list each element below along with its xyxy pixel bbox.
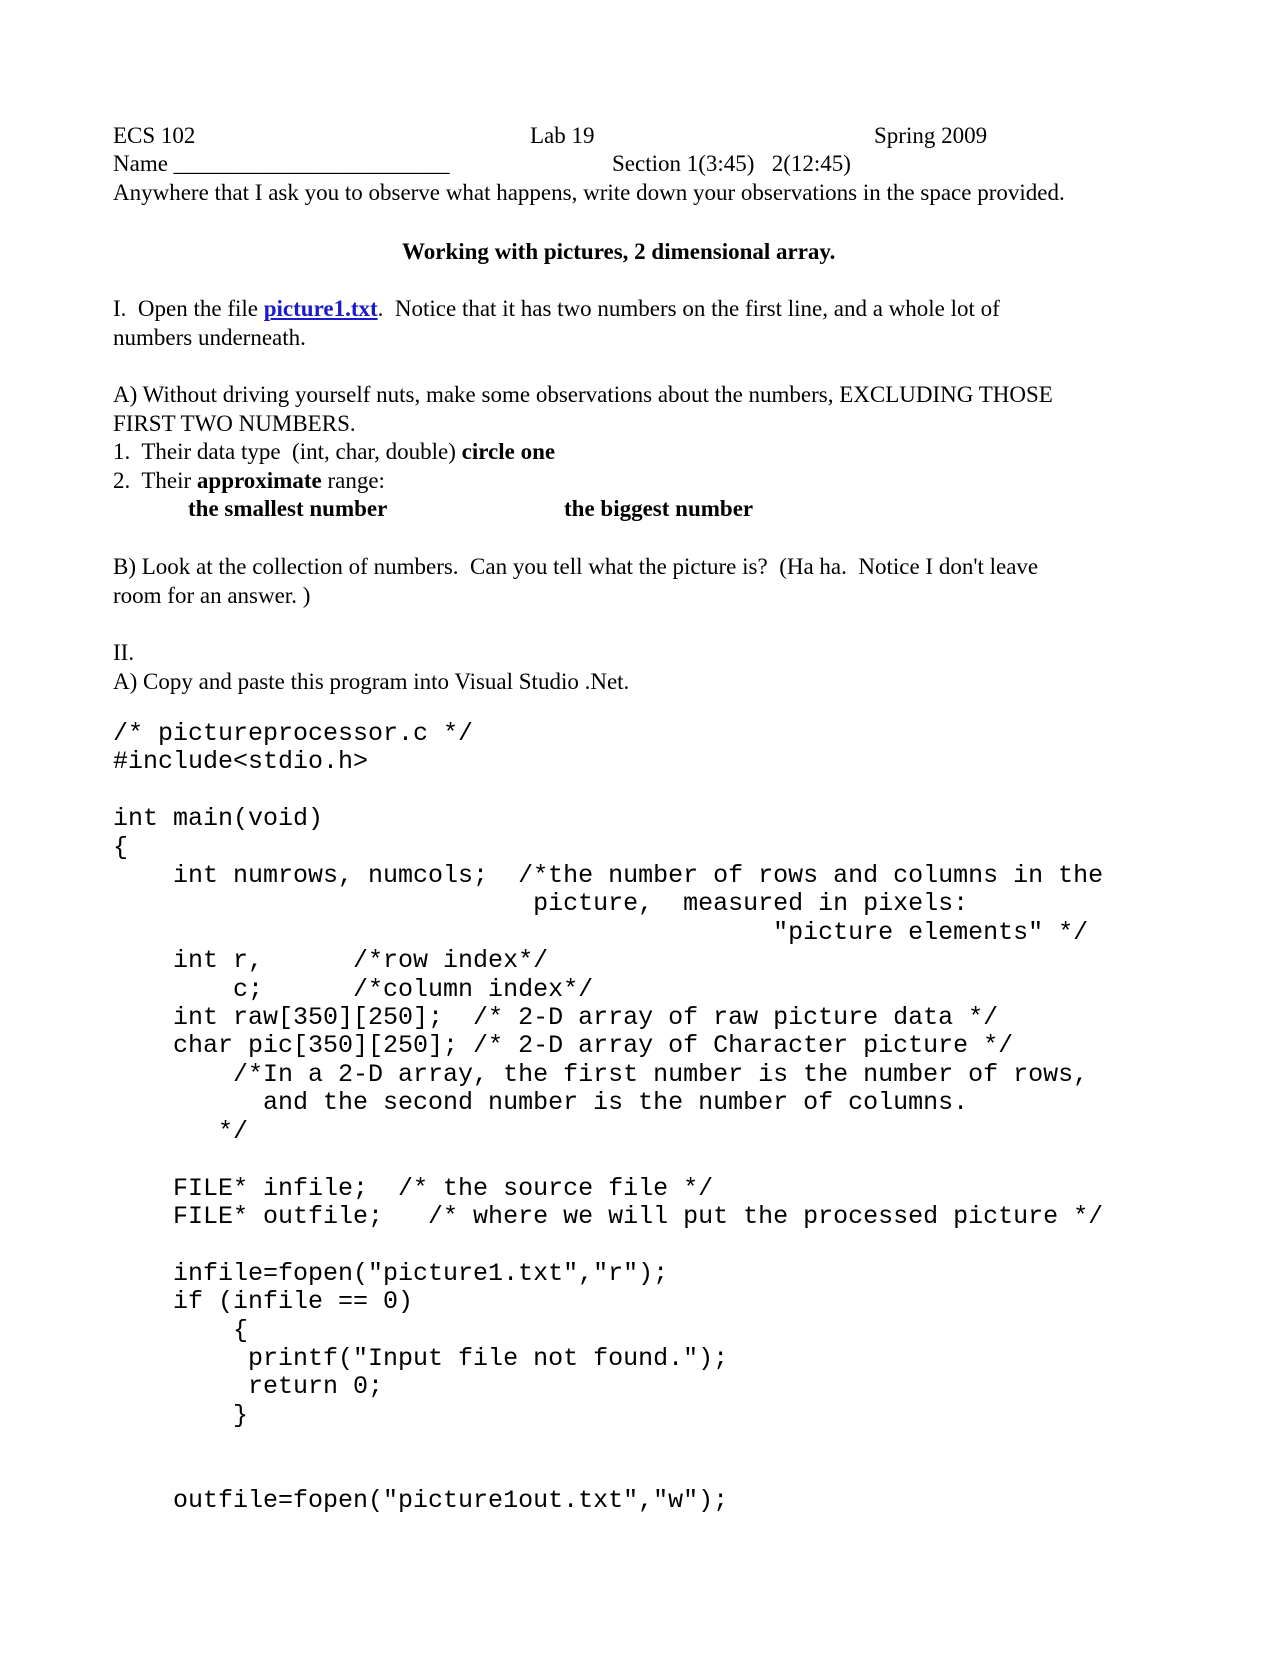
question-range [113, 467, 385, 495]
part1-intro-suffix: . Notice that it has two numbers on the first line, and a whole lot of [377, 296, 1000, 321]
term: Spring 2009 [874, 123, 988, 148]
code-line: "picture elements" */ [113, 917, 1089, 947]
course-code: ECS 102 [113, 123, 196, 148]
code-line [113, 1430, 1103, 1458]
code-line: c; /*column index*/ [113, 974, 594, 1004]
code-line: int raw[350][250]; /* 2-D array of raw picture data */ [113, 1003, 999, 1033]
circle-one-label: circle one [461, 439, 556, 464]
code-line: */ [113, 1116, 249, 1146]
code-line [113, 1459, 1103, 1487]
part1-intro-prefix: I. Open the file [113, 296, 264, 321]
code-line: FILE* infile; /* the source file */ [113, 1173, 714, 1203]
code-line: /*In a 2-D array, the first number is the number of rows, [113, 1059, 1089, 1089]
part1-intro-line2: numbers underneath. [113, 325, 306, 350]
part1-a-line1: A) Without driving yourself nuts, make some observations about the numbers, EXCLUDING THOSE [113, 382, 1053, 407]
code-line [113, 777, 1103, 805]
code-line: char pic[350][250]; /* 2-D array of Character picture */ [113, 1031, 1014, 1061]
name-line: Name ________________________ [113, 151, 450, 176]
code-listing [113, 720, 1103, 1515]
code-line: printf("Input file not found."); [113, 1343, 729, 1373]
part1-b-line2: room for an answer. ) [113, 583, 311, 608]
code-line: and the second number is the number of columns. [113, 1088, 969, 1118]
code-line: outfile=fopen("picture1out.txt","w"); [113, 1485, 729, 1515]
smallest-number-label: the smallest number [188, 496, 388, 521]
code-line: { [113, 1315, 249, 1345]
biggest-number-label: the biggest number [564, 496, 754, 521]
code-line: infile=fopen("picture1.txt","r"); [113, 1258, 669, 1288]
code-line: #include<stdio.h> [113, 747, 369, 777]
code-line: if (infile == 0) [113, 1287, 414, 1317]
code-line: int numrows, numcols; /*the number of rows and columns in the [113, 861, 1104, 891]
question-data-type [113, 438, 555, 466]
part1-intro [113, 295, 1000, 323]
code-line: int main(void) [113, 804, 324, 834]
section-times: Section 1(3:45) 2(12:45) [612, 151, 851, 176]
part1-a-line2: FIRST TWO NUMBERS. [113, 411, 356, 436]
code-line: FILE* outfile; /* where we will put the processed picture */ [113, 1201, 1104, 1231]
code-line: return 0; [113, 1372, 384, 1402]
code-line: int r, /*row index*/ [113, 946, 549, 976]
code-line [113, 1231, 1103, 1259]
question-data-type-text: 1. Their data type (int, char, double) [113, 439, 462, 464]
part1-b-line1: B) Look at the collection of numbers. Can you tell what the picture is? (Ha ha. Notice I don't leave [113, 554, 1039, 579]
part2-a-line: A) Copy and paste this program into Visual Studio .Net. [113, 669, 630, 694]
code-line: } [113, 1400, 249, 1430]
code-line [113, 1146, 1103, 1174]
document-title: Working with pictures, 2 dimensional array. [402, 239, 836, 264]
picture1-file-link[interactable]: picture1.txt [263, 296, 378, 321]
part2-heading: II. [113, 640, 135, 665]
instructions: Anywhere that I ask you to observe what happens, write down your observations in the space provided. [113, 180, 1065, 205]
code-line: picture, measured in pixels: [113, 889, 969, 919]
approximate-label: approximate [196, 468, 322, 493]
code-line: /* pictureprocessor.c */ [113, 719, 474, 748]
lab-number: Lab 19 [530, 123, 595, 148]
question-range-prefix: 2. Their [113, 468, 197, 493]
code-line: { [113, 832, 129, 862]
question-range-suffix: range: [321, 468, 385, 493]
